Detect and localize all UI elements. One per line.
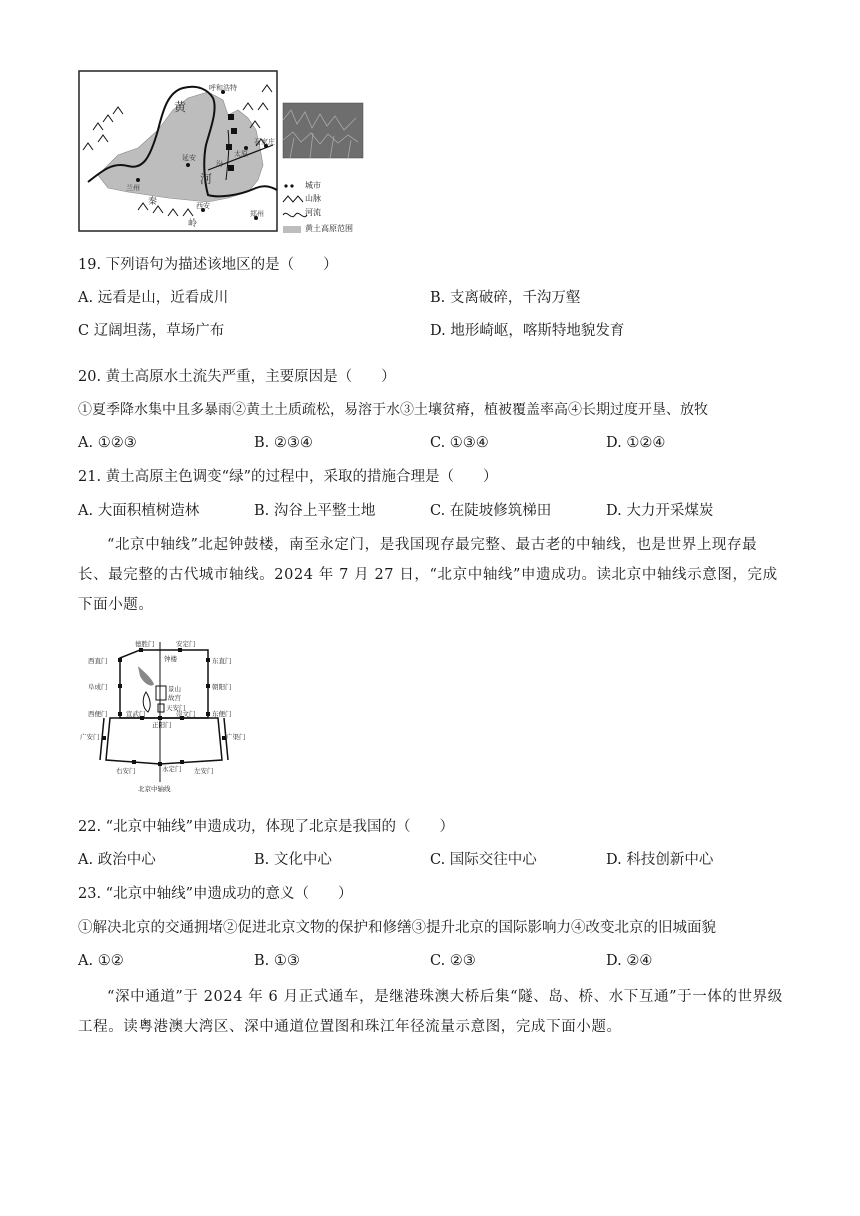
loess-plateau-map-graphic xyxy=(78,70,368,240)
label-yanan: 延安 xyxy=(182,154,196,162)
gate-dongbianmen: 东便门 xyxy=(212,710,232,718)
q19-option-d[interactable]: D. 地形崎岖，喀斯特地貌发育 xyxy=(430,323,625,339)
q23-option-c[interactable]: C. ②③ xyxy=(430,953,476,969)
label-gugong: 故宫 xyxy=(168,694,181,702)
gate-zhengyangmen: 正阳门 xyxy=(152,721,172,729)
q20-stem: 20. 黄土高原水土流失严重，主要原因是（ ） xyxy=(78,369,396,385)
gate-zuoanmen: 左安门 xyxy=(194,767,214,775)
q22-stem: 22. “北京中轴线”申遗成功，体现了北京是我国的（ ） xyxy=(78,819,454,835)
label-he: 河 xyxy=(200,172,213,186)
q19-option-b[interactable]: B. 支离破碎，千沟万壑 xyxy=(430,290,581,306)
label-taiyuan: 太原 xyxy=(234,150,248,158)
loess-plateau-map xyxy=(78,70,368,240)
gate-chongwenmen: 崇文门 xyxy=(176,710,196,718)
q21-option-d[interactable]: D. 大力开采煤炭 xyxy=(606,503,714,519)
q20-items: ①夏季降水集中且多暴雨②黄土土质疏松，易溶于水③土壤贫瘠，植被覆盖率高④长期过度开垦、放牧 xyxy=(78,402,708,418)
label-xian: 西安 xyxy=(196,202,210,210)
legend-mountain: 山脉 xyxy=(305,194,321,203)
gate-fuchengmen: 阜成门 xyxy=(88,683,108,691)
q20-option-b[interactable]: B. ②③④ xyxy=(254,435,313,451)
gate-yongdingmen: 永定门 xyxy=(162,765,182,773)
gate-xizhimen: 西直门 xyxy=(88,657,108,665)
q20-option-c[interactable]: C. ①③④ xyxy=(430,435,489,451)
gate-guangqumen: 广渠门 xyxy=(226,733,246,741)
label-ling: 岭 xyxy=(188,219,198,229)
label-qin: 秦 xyxy=(148,197,158,207)
label-huang: 黄 xyxy=(174,100,187,114)
q23-items: ①解决北京的交通拥堵②促进北京文物的保护和修缮③提升北京的国际影响力④改变北京的旧城面貌 xyxy=(78,920,716,936)
q19-stem: 19. 下列语句为描述该地区的是（ ） xyxy=(78,257,338,273)
gate-dongzhimen: 东直门 xyxy=(212,657,232,665)
label-zhengzhou: 郑州 xyxy=(250,210,264,218)
label-huhehaote: 呼和浩特 xyxy=(209,84,237,92)
gate-xibianmen: 西便门 xyxy=(88,710,108,718)
q23-stem: 23. “北京中轴线”申遗成功的意义（ ） xyxy=(78,886,353,902)
q21-option-b[interactable]: B. 沟谷上平整土地 xyxy=(254,503,376,519)
q22-option-b[interactable]: B. 文化中心 xyxy=(254,852,332,868)
label-tiananmen: 天安门 xyxy=(166,704,186,712)
q23-option-a[interactable]: A. ①② xyxy=(78,953,124,969)
q21-option-c[interactable]: C. 在陡坡修筑梯田 xyxy=(430,503,552,519)
label-fen: 汾 xyxy=(216,160,223,168)
q22-option-d[interactable]: D. 科技创新中心 xyxy=(606,852,714,868)
q20-option-d[interactable]: D. ①②④ xyxy=(606,435,666,451)
legend-city: 城市 xyxy=(305,181,321,190)
q21-option-a[interactable]: A. 大面积植树造林 xyxy=(78,503,200,519)
gate-deshengmen: 德胜门 xyxy=(135,640,155,648)
q22-option-a[interactable]: A. 政治中心 xyxy=(78,852,156,868)
gate-guanganmen: 广安门 xyxy=(80,733,100,741)
legend-plateau: 黄土高原范围 xyxy=(305,224,353,233)
q22-option-c[interactable]: C. 国际交往中心 xyxy=(430,852,537,868)
label-shijiazhuang: 石家庄 xyxy=(254,138,275,146)
label-zhonglou: 钟楼 xyxy=(164,655,177,663)
map2-caption: 北京中轴线 xyxy=(138,785,171,793)
q20-option-a[interactable]: A. ①②③ xyxy=(78,435,137,451)
gate-andingmen: 安定门 xyxy=(176,640,196,648)
q23-option-d[interactable]: D. ②④ xyxy=(606,953,653,969)
q21-stem: 21. 黄土高原主色调变“绿”的过程中，采取的措施合理是（ ） xyxy=(78,469,498,485)
q19-option-c[interactable]: C 辽阔坦荡，草场广布 xyxy=(78,323,225,339)
passage-beijing-axis: “北京中轴线”北起钟鼓楼，南至永定门，是我国现存最完整、最古老的中轴线，也是世界上现存最长、最完整的古代城市轴线。2024 年 7 月 27 日，“北京中轴线”申遗成功。读北京中轴线示意图，完成下面小题。 xyxy=(78,537,778,613)
q19-option-a[interactable]: A. 远看是山，近看成川 xyxy=(78,290,229,306)
label-jingshan: 景山 xyxy=(168,685,181,693)
q23-option-b[interactable]: B. ①③ xyxy=(254,953,300,969)
gate-youanmen: 右安门 xyxy=(116,767,136,775)
gate-chaoyangmen: 朝阳门 xyxy=(212,683,232,691)
legend-river: 河流 xyxy=(305,208,321,217)
beijing-axis-map xyxy=(80,636,250,796)
passage-shenzhong: “深中通道”于 2024 年 6 月正式通车，是继港珠澳大桥后集“隧、岛、桥、水下互通”于一体的世界级工程。读粤港澳大湾区、深中通道位置图和珠江年径流量示意图，完成下面小题。 xyxy=(78,989,783,1035)
label-lanzhou: 兰州 xyxy=(126,184,140,192)
gate-xuanwumen: 宣武门 xyxy=(126,710,146,718)
